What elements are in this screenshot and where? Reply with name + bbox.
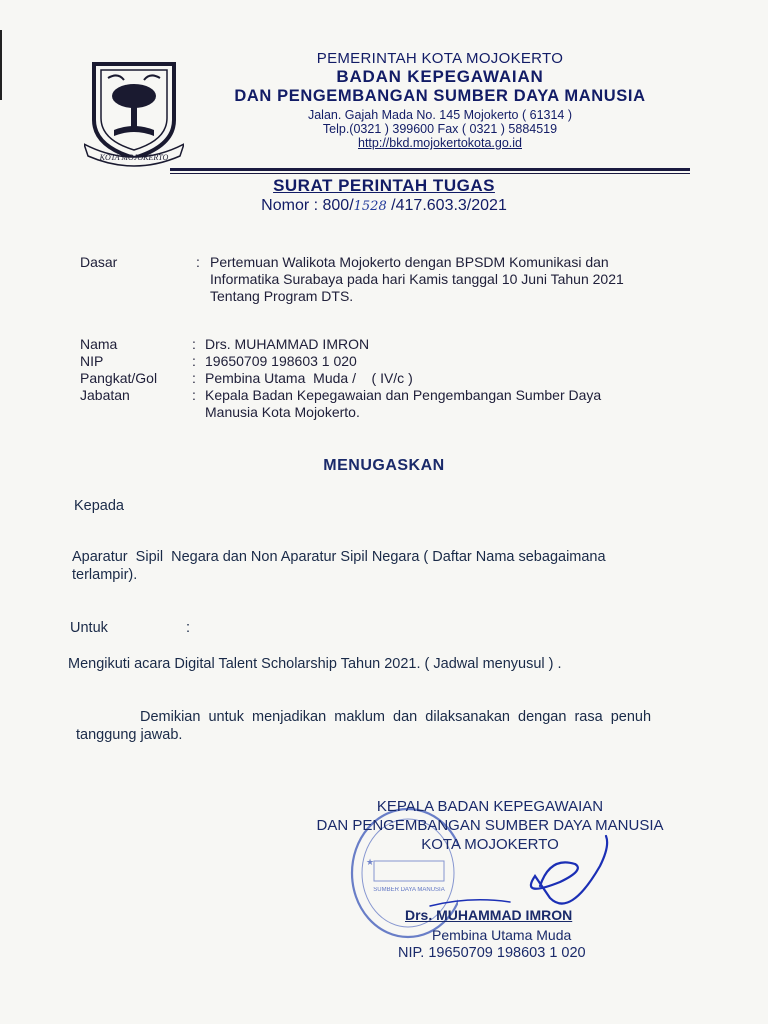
signatory-title-line1: KEPALA BADAN KEPEGAWAIAN: [376, 798, 604, 815]
basis-line1: Pertemuan Walikota Mojokerto dengan BPSDM Komunikasi dan: [210, 254, 609, 270]
to-line1: Aparatur Sipil Negara dan Non Aparatur Sipil Negara ( Daftar Nama sebagaimana: [72, 549, 606, 565]
position-line2: Manusia Kota Mojokerto.: [205, 404, 360, 420]
agency-phone: Telp.(0321 ) 399600 Fax ( 0321 ) 5884519: [322, 122, 558, 136]
name-value: Drs. MUHAMMAD IMRON: [205, 336, 370, 352]
government-name: PEMERINTAH KOTA MOJOKERTO: [316, 50, 564, 67]
letterhead: [190, 50, 690, 150]
basis-text: [210, 254, 690, 305]
purpose-text: Mengikuti acara Digital Talent Scholarship Tahun 2021. ( Jadwal menyusul ) .: [68, 656, 562, 672]
basis-line2: Informatika Surabaya pada hari Kamis tanggal 10 Juni Tahun 2021: [210, 271, 624, 287]
position-line1: Kepala Badan Kepegawaian dan Pengembangan Sumber Daya: [205, 387, 602, 403]
city-emblem-icon: [84, 58, 184, 168]
closing-line1: Demikian untuk menjadikan maklum dan dilaksanakan dengan rasa penuh: [140, 709, 652, 725]
nip-colon: :: [192, 353, 196, 369]
title-heading: SURAT PERINTAH TUGAS: [273, 176, 495, 195]
signatory-title-line3: KOTA MOJOKERTO: [421, 836, 559, 853]
nip-label: NIP: [80, 353, 104, 369]
rank-label: Pangkat/Gol: [80, 370, 158, 386]
name-label: Nama: [80, 336, 118, 352]
assignment-heading: MENUGASKAN: [323, 457, 445, 474]
number-handwritten: 1528: [353, 199, 387, 214]
position-colon: :: [192, 387, 196, 403]
stamp-text: SUMBER DAYA MANUSIA: [373, 887, 445, 893]
svg-text:★: ★: [366, 857, 375, 867]
signatory-nip: NIP. 19650709 198603 1 020: [398, 945, 586, 961]
rank-value: Pembina Utama Muda / ( IV/c ): [205, 370, 413, 386]
letterhead-rule-thick: [170, 168, 690, 171]
number-prefix: Nomor : 800/: [261, 197, 354, 214]
document-number: [0, 197, 768, 215]
number-suffix: /417.603.3/2021: [386, 197, 507, 214]
agency-address: Jalan. Gajah Mada No. 145 Mojokerto ( 61314 ): [307, 108, 573, 122]
agency-website-link[interactable]: http://bkd.mojokertokota.go.id: [358, 136, 522, 150]
basis-colon: :: [196, 254, 200, 270]
signatory-rank: Pembina Utama Muda: [432, 927, 572, 943]
position-value: [205, 387, 685, 421]
to-line2: terlampir).: [72, 567, 138, 583]
basis-label: Dasar: [80, 254, 118, 270]
emblem-banner-text: KOTA MOJOKERTO: [99, 153, 169, 162]
agency-name-line1: BADAN KEPEGAWAIAN: [336, 67, 544, 86]
letterhead-rule-thin: [170, 173, 690, 174]
purpose-label: Untuk: [70, 620, 108, 636]
signatory-name: Drs. MUHAMMAD IMRON: [405, 907, 573, 923]
basis-line3: Tentang Program DTS.: [210, 288, 354, 304]
nip-value: 19650709 198603 1 020: [205, 353, 357, 369]
agency-name-line2: DAN PENGEMBANGAN SUMBER DAYA MANUSIA: [234, 87, 646, 105]
scan-edge-mark: [0, 30, 2, 100]
closing-line2: tanggung jawab.: [76, 727, 183, 743]
signatory-title-line2: DAN PENGEMBANGAN SUMBER DAYA MANUSIA: [316, 817, 664, 834]
purpose-colon: :: [186, 620, 191, 636]
document-title: [0, 176, 768, 215]
to-label: Kepada: [74, 498, 124, 514]
name-colon: :: [192, 336, 196, 352]
position-label: Jabatan: [80, 387, 130, 403]
rank-colon: :: [192, 370, 196, 386]
